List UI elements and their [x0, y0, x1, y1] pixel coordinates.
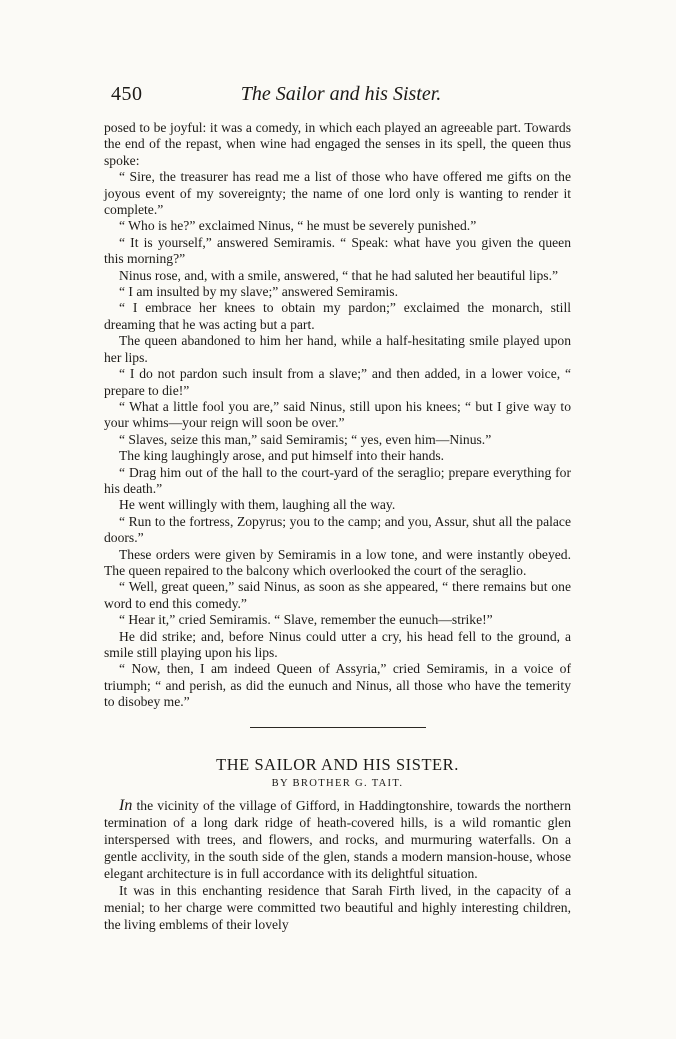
paragraph: “ Now, then, I am indeed Queen of Assyria,” cried Semiramis, in a voice of triumph; “ and perish, as did the eunuch and Ninus, all those who have the temerity to disobey me.” [104, 661, 571, 710]
paragraph: He went willingly with them, laughing all the way. [119, 497, 396, 513]
paragraph: “ Drag him out of the hall to the court-yard of the seraglio; prepare everything for his death.” [104, 464, 571, 496]
paragraph: The king laughingly arose, and put himself into their hands. [119, 448, 445, 464]
page-header [111, 83, 571, 109]
paragraph: “ I embrace her knees to obtain my pardon;” exclaimed the monarch, still dreaming that he was acting but a part. [104, 300, 571, 332]
paragraph: “ Run to the fortress, Zopyrus; you to the camp; and you, Assur, shut all the palace doors.” [104, 513, 571, 546]
page-number: 450 [111, 83, 143, 105]
running-title: The Sailor and his Sister. [240, 83, 442, 105]
page-body [104, 120, 571, 933]
paragraph: “ Who is he?” exclaimed Ninus, “ he must be severely punished.” [119, 218, 477, 234]
story-paragraph: It was in this enchanting residence that Sarah Firth lived, in the capacity of a menial; to her charge were committed two beautiful and highly interesting children, the living emblems of their lovely [104, 882, 571, 932]
paragraph: “ Hear it,” cried Semiramis. “ Slave, remember the eunuch—strike!” [119, 612, 493, 628]
paragraph: posed to be joyful: it was a comedy, in which each played an agreeable part. Towards the end of the repast, when wine had engaged the senses in its spell, the queen thus spoke: [104, 120, 571, 168]
paragraph: These orders were given by Semiramis in a low tone, and were instantly obeyed. The queen repaired to the balcony which overlooked the court of the seraglio. [104, 546, 571, 578]
paragraph: The queen abandoned to him her hand, while a half-hesitating smile played upon her lips. [104, 333, 571, 365]
drop-cap: In [119, 796, 133, 814]
paragraph: “ Sire, the treasurer has read me a list of those who have offered me gifts on the joyous event of my sovereignty; the name of one lord only is wanting to render it complete.” [104, 169, 571, 218]
section-divider [250, 727, 426, 728]
story-paragraph [104, 797, 571, 882]
story-byline: BY BROTHER G. TAIT. [271, 777, 404, 789]
paragraph: “ Slaves, seize this man,” said Semiramis; “ yes, even him—Ninus.” [119, 431, 492, 447]
paragraph: “ Well, great queen,” said Ninus, as soon as she appeared, “ there remains but one word to end this comedy.” [104, 579, 571, 611]
story-paragraph-text: the vicinity of the village of Gifford, in Haddingtonshire, towards the northern termination of a long dark ridge of heath-covered hills, is a wild romantic glen interspersed with trees, and flowers, and rocks, and murmuring waterfalls. On a gentle acclivity, in the south side of the glen, stands a modern mansion-house, whose elegant architecture is in full accordance with its delightful situation. [104, 797, 571, 881]
paragraph: “ I am insulted by my slave;” answered Semiramis. [119, 284, 398, 300]
paragraph: Ninus rose, and, with a smile, answered, “ that he had saluted her beautiful lips.” [119, 267, 559, 283]
paragraph: “ What a little fool you are,” said Ninus, still upon his knees; “ but I give way to your whims—your reign will soon be over.” [104, 398, 571, 431]
paragraph: “ I do not pardon such insult from a slave;” and then added, in a lower voice, “ prepare to die!” [104, 366, 571, 398]
paragraph: “ It is yourself,” answered Semiramis. “ Speak: what have you given the queen this morning?” [104, 234, 571, 267]
story-title: THE SAILOR AND HIS SISTER. [216, 754, 459, 774]
paragraph: He did strike; and, before Ninus could utter a cry, his head fell to the ground, a smile still playing upon his lips. [104, 628, 571, 660]
